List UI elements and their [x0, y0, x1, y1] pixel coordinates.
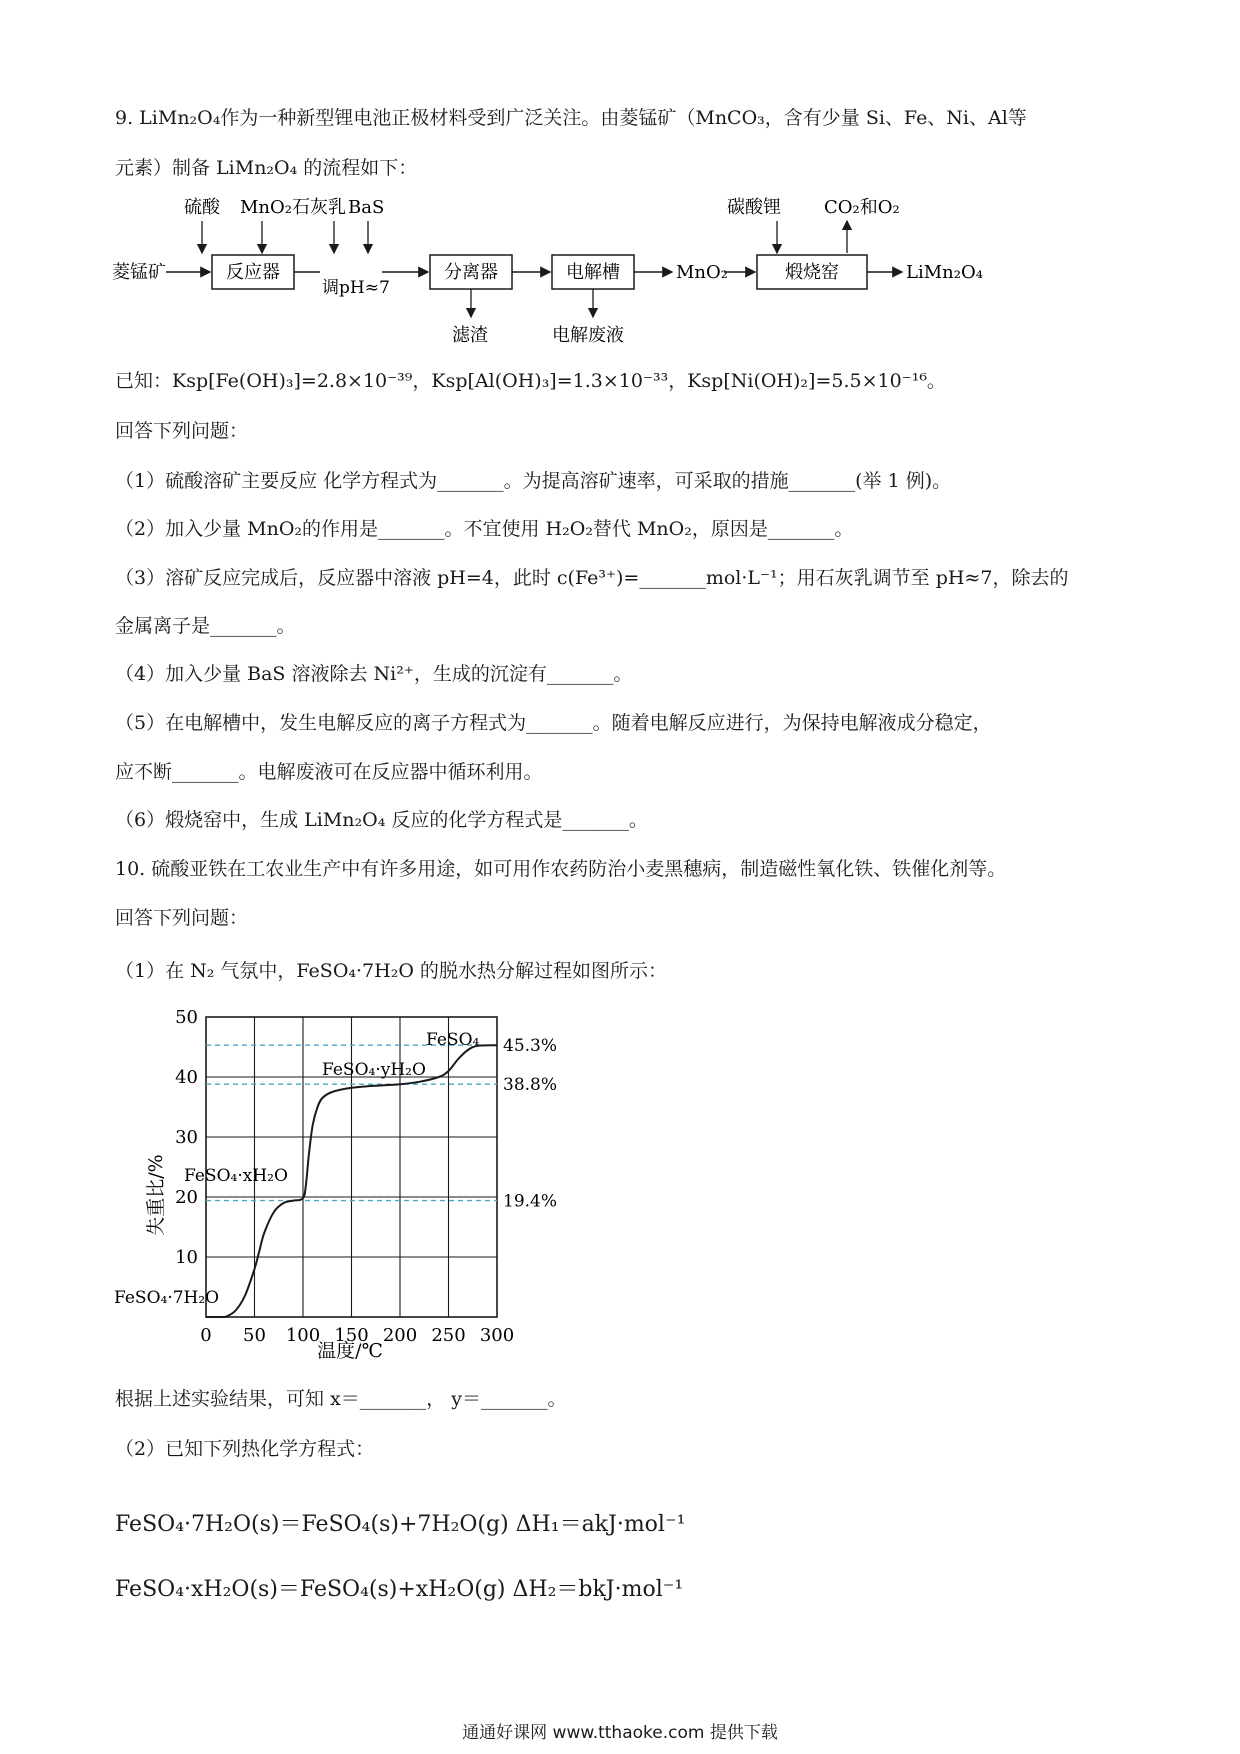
product-label: LiMn₂O₄ — [906, 262, 983, 283]
chart-x-tick-1: 50 — [243, 1325, 266, 1346]
q9-part-3b: 金属离子是_______。 — [115, 615, 296, 637]
chart-y-tick-2: 30 — [175, 1127, 198, 1148]
chart-x-tick-5: 250 — [431, 1325, 466, 1346]
q9-known-ksp: 已知：Ksp[Fe(OH)₃]=2.8×10⁻³⁹，Ksp[Al(OH)₃]=1.3×10⁻³³，Ksp[Ni(OH)₂]=5.5×10⁻¹⁶。 — [115, 370, 946, 392]
chart-y-tick-1: 20 — [175, 1187, 198, 1208]
q9-part-5b: 应不断_______。电解废液可在反应器中循环利用。 — [115, 761, 543, 783]
q9-part-3a: （3）溶矿反应完成后，反应器中溶液 pH=4，此时 c(Fe³⁺)=_______mol·L⁻¹；用石灰乳调节至 pH≈7，除去的 — [115, 567, 1069, 589]
adjust-ph-label: 调pH≈7 — [322, 278, 390, 298]
thermo-equation-2: FeSO₄·xH₂O(s)＝FeSO₄(s)+xH₂O(g) ΔH₂＝bkJ·mol⁻¹ — [115, 1577, 684, 1602]
chart-annotation-feso4-7: FeSO₄·7H₂O — [114, 1288, 220, 1308]
chart-annotation-feso4-y: FeSO₄·yH₂O — [322, 1060, 426, 1080]
chart-y-tick-0: 10 — [175, 1247, 198, 1268]
input-mno2-label: MnO₂ — [240, 197, 292, 218]
input-acid-label: 硫酸 — [184, 197, 220, 218]
reactor-label: 反应器 — [226, 262, 280, 283]
q9-part-6: （6）煅烧窑中，生成 LiMn₂O₄ 反应的化学方程式是_______。 — [115, 809, 648, 831]
chart-ref-label-0: 45.3% — [503, 1036, 558, 1057]
q9-intro-line1: 9. LiMn₂O₄作为一种新型锂电池正极材料受到广泛关注。由菱锰矿（MnCO₃，含有少量 Si、Fe、Ni、Al等 — [115, 107, 1027, 129]
process-flow-diagram — [112, 195, 992, 350]
mno2-intermediate-label: MnO₂ — [676, 262, 728, 283]
chart-annotation-feso4: FeSO₄ — [426, 1030, 480, 1050]
page-footer: 通通好课网 www.tthaoke.com 提供下载 — [462, 1723, 778, 1743]
q9-intro-line2: 元素）制备 LiMn₂O₄ 的流程如下： — [115, 157, 418, 179]
cell-label: 电解槽 — [566, 262, 620, 283]
chart-y-tick-3: 40 — [175, 1067, 198, 1088]
output-waste-label: 电解废液 — [552, 325, 624, 346]
raw-ore-label: 菱锰矿 — [112, 262, 166, 283]
thermo-equation-1: FeSO₄·7H₂O(s)＝FeSO₄(s)+7H₂O(g) ΔH₁＝akJ·mol⁻¹ — [115, 1512, 686, 1537]
chart-x-tick-0: 0 — [200, 1325, 212, 1346]
chart-y-axis-label: 失重比/% — [145, 1154, 167, 1236]
input-lime-label: 石灰乳 — [292, 197, 346, 218]
input-li2co3-label: 碳酸锂 — [727, 197, 781, 218]
q9-part-1: （1）硫酸溶矿主要反应 化学方程式为_______。为提高溶矿速率，可采取的措施_______(举 1 例)。 — [115, 470, 952, 492]
separator-label: 分离器 — [444, 262, 498, 283]
chart-ref-label-2: 19.4% — [503, 1191, 558, 1212]
output-gas-label: CO₂和O₂ — [824, 197, 900, 218]
output-residue-label: 滤渣 — [452, 325, 488, 346]
chart-y-ticks — [175, 1007, 198, 1268]
q10-intro-line1: 10. 硫酸亚铁在工农业生产中有许多用途，如可用作农药防治小麦黑穗病，制造磁性氧化铁、铁催化剂等。 — [115, 858, 1007, 880]
q10-part-2: （2）已知下列热化学方程式： — [115, 1438, 375, 1460]
input-bas-label: BaS — [348, 197, 385, 218]
q10-part-1: （1）在 N₂ 气氛中，FeSO₄·7H₂O 的脱水热分解过程如图所示： — [115, 960, 667, 982]
q10-conclusion: 根据上述实验结果，可知 x＝_______， y＝_______。 — [115, 1388, 567, 1410]
q9-part-2: （2）加入少量 MnO₂的作用是_______。不宜使用 H₂O₂替代 MnO₂，原因是_______。 — [115, 518, 854, 540]
q9-part-5a: （5）在电解槽中，发生电解反应的离子方程式为_______。随着电解反应进行，为保持电解液成分稳定， — [115, 712, 992, 734]
chart-annotation-feso4-x: FeSO₄·xH₂O — [184, 1166, 288, 1186]
thermogravimetric-chart — [110, 1005, 570, 1360]
q9-part-4: （4）加入少量 BaS 溶液除去 Ni²⁺，生成的沉淀有_______。 — [115, 663, 633, 685]
kiln-label: 煅烧窑 — [785, 262, 839, 283]
chart-x-tick-4: 200 — [382, 1325, 418, 1346]
chart-y-tick-4: 50 — [175, 1007, 198, 1028]
chart-x-axis-label: 温度/℃ — [317, 1340, 383, 1360]
chart-x-tick-6: 300 — [479, 1325, 515, 1346]
chart-x-tick-3: 150 — [334, 1325, 369, 1346]
q10-answer-prompt: 回答下列问题： — [115, 907, 249, 929]
chart-ref-label-1: 38.8% — [503, 1075, 558, 1096]
chart-x-tick-2: 100 — [285, 1325, 321, 1346]
q9-answer-prompt: 回答下列问题： — [115, 420, 249, 442]
